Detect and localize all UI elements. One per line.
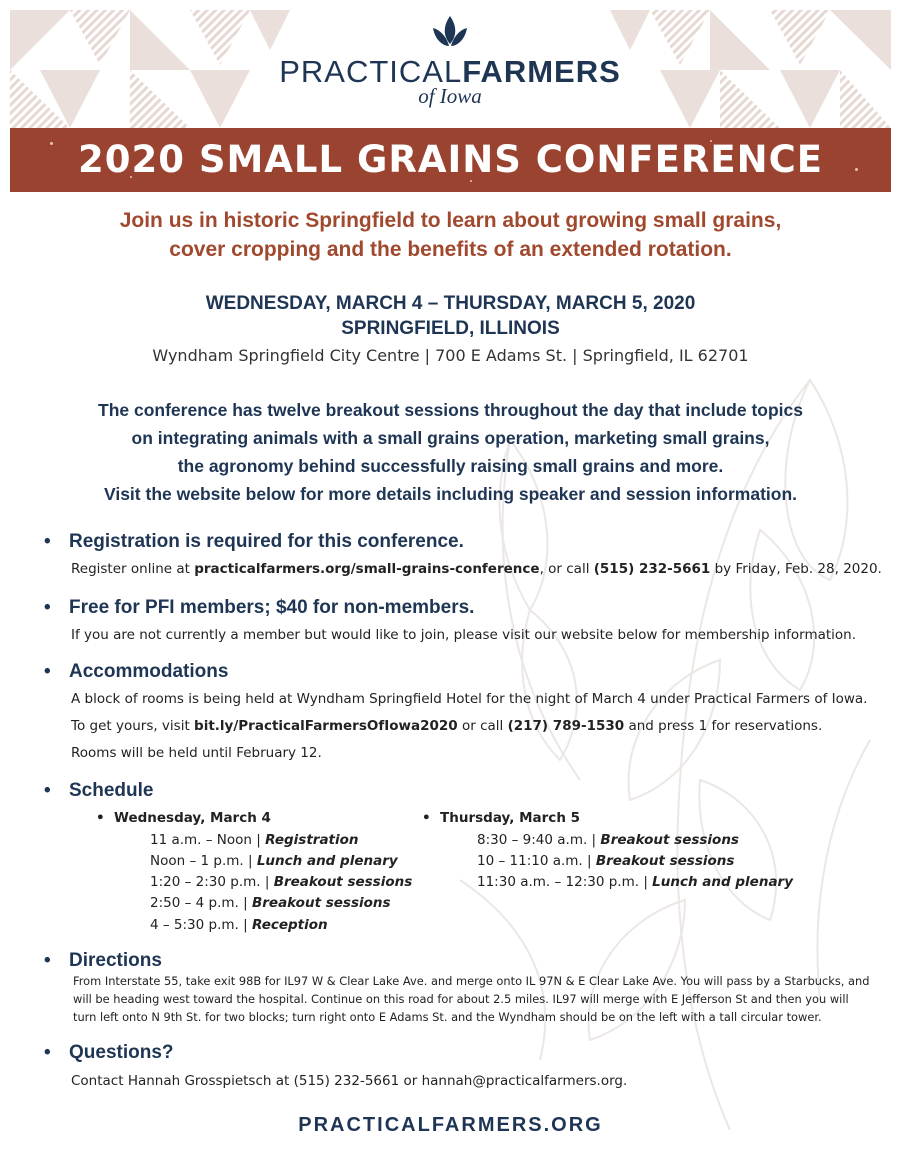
- registration-phone: (515) 232-5661: [593, 561, 711, 577]
- accommodations-line3: Rooms will be held until February 12.: [71, 745, 322, 761]
- event-city: SPRINGFIELD, ILLINOIS: [341, 318, 560, 339]
- bullet: •: [44, 531, 51, 552]
- event-dates: WEDNESDAY, MARCH 4 – THURSDAY, MARCH 5, 2020 SPRINGFIELD, ILLINOIS: [0, 291, 901, 341]
- membership-text: If you are not currently a member but would like to join, please visit our website below for membership information.: [71, 627, 857, 643]
- questions-heading: Questions?: [69, 1042, 174, 1063]
- schedule-item: 1:20 – 2:30 p.m. | Breakout sessions: [150, 874, 413, 890]
- accommodations-heading: Accommodations: [69, 661, 229, 682]
- schedule-day-wednesday: • Wednesday, March 4: [96, 810, 271, 826]
- questions-text: Contact Hannah Grosspietsch at (515) 232-5661 or hannah@practicalfarmers.org.: [71, 1073, 628, 1089]
- bullet: •: [44, 597, 51, 618]
- schedule-heading: Schedule: [69, 780, 154, 801]
- schedule-item: 8:30 – 9:40 a.m. | Breakout sessions: [477, 832, 739, 848]
- bullet: •: [44, 950, 51, 971]
- intro-text: Join us in historic Springfield to learn about growing small grains, cover cropping and the benefits of an extended rotation.: [119, 209, 782, 261]
- schedule-item: 4 – 5:30 p.m. | Reception: [150, 917, 328, 933]
- conference-title: 2020 SMALL GRAINS CONFERENCE: [77, 138, 824, 181]
- event-venue: Wyndham Springfield City Centre | 700 E Adams St. | Springfield, IL 62701: [152, 346, 749, 365]
- directions-heading: Directions: [69, 950, 162, 971]
- schedule-item: 11 a.m. – Noon | Registration: [150, 832, 359, 848]
- schedule-item: 2:50 – 4 p.m. | Breakout sessions: [150, 895, 391, 911]
- hotel-link[interactable]: bit.ly/PracticalFarmersOfIowa2020: [194, 718, 458, 734]
- accommodations-line1: A block of rooms is being held at Wyndham Springfield Hotel for the night of March 4 under Practical Farmers of Iowa.: [71, 691, 868, 707]
- registration-text: Register online at practicalfarmers.org/small-grains-conference, or call (515) 232-5661 by Friday, Feb. 28, 2020.: [71, 561, 882, 577]
- registration-link[interactable]: practicalfarmers.org/small-grains-conference: [194, 561, 540, 577]
- schedule-item: Noon – 1 p.m. | Lunch and plenary: [150, 853, 398, 869]
- footer-website-link[interactable]: PRACTICALFARMERS.ORG: [298, 1114, 603, 1136]
- registration-heading: Registration is required for this conference.: [69, 531, 464, 552]
- hotel-phone: (217) 789-1530: [507, 718, 625, 734]
- bullet: •: [44, 1042, 51, 1063]
- schedule-item: 10 – 11:10 a.m. | Breakout sessions: [477, 853, 735, 869]
- accommodations-line2: To get yours, visit bit.ly/PracticalFarmersOfIowa2020 or call (217) 789-1530 and press 1 for reservations.: [71, 718, 823, 734]
- bullet: •: [44, 780, 51, 801]
- schedule-day-thursday: • Thursday, March 5: [422, 810, 581, 826]
- conference-description: The conference has twelve breakout sessions throughout the day that include topics on integrating animals with a small grains operation, marketing small grains, the agronomy behind successfully raising small grains and more. Visit the website below for more details including speaker and session information.: [98, 400, 803, 504]
- directions-text: From Interstate 55, take exit 98B for IL97 W & Clear Lake Ave. and merge onto IL 97N & E Clear Lake Ave. You will pass by a Starbucks, and will be heading west toward the hospital. Continue on this road for about 2.5 miles. IL97 will merge with E Jefferson St and then you will turn left onto N 9th St. for two blocks; turn right onto E Adams St. and the Wyndham should be on the left with a tall circular tower.: [73, 974, 870, 1024]
- logo-name: PRACTICALFARMERS: [279, 54, 621, 89]
- schedule-item: 11:30 a.m. – 12:30 p.m. | Lunch and plenary: [477, 874, 794, 890]
- membership-heading: Free for PFI members; $40 for non-members.: [69, 597, 475, 618]
- logo-subtitle: of Iowa: [418, 84, 482, 108]
- bullet: •: [44, 661, 51, 682]
